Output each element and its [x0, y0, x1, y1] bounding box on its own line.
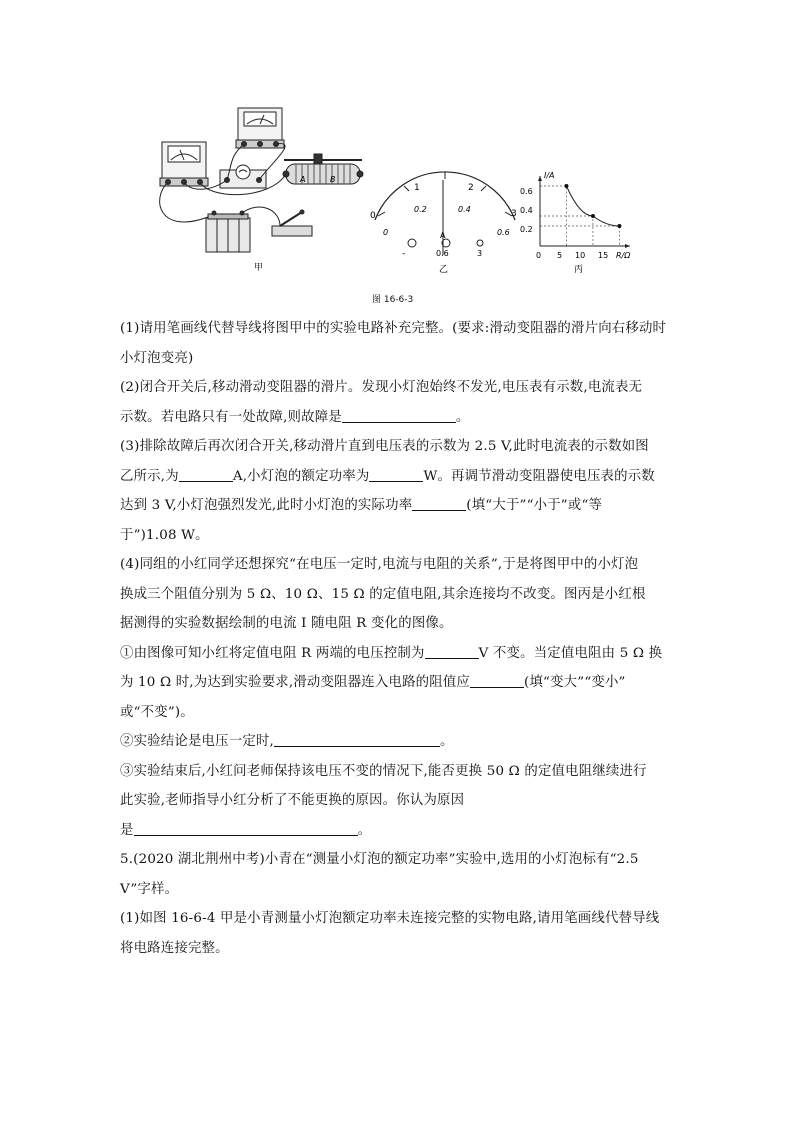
graph-ytick-02: 0.2 — [520, 225, 533, 234]
graph-xlabel: R/Ω — [616, 251, 631, 260]
graph-xtick-0: 0 — [536, 251, 542, 260]
question-text — [120, 314, 680, 963]
q3-line-2: 乙所示,为 A,小灯泡的额定功率为 W。再调节滑动变阻器使电压表的示数 — [120, 468, 655, 484]
q3-line-3: 达到 3 V,小灯泡强烈发光,此时小灯泡的实际功率 (填“大于”“小于”或“等 — [120, 498, 603, 513]
answer-blank-conclusion[interactable] — [274, 732, 440, 747]
dial-unit: A — [440, 231, 446, 240]
q3-line-1: (3)排除故障后再次闭合开关,移动滑片直到电压表的示数为 2.5 V,此时电流表的示数如图 — [120, 439, 649, 454]
figure-caption: 图 16-6-3 — [372, 295, 414, 305]
dial-top-1: 1 — [414, 183, 420, 193]
graph-ytick-06: 0.6 — [520, 187, 533, 196]
q2-line-1: (2)闭合开关后,移动滑动变阻器的滑片。发现小灯泡始终不发光,电压表有示数,电流表无 — [120, 380, 643, 395]
q4-sub3-line-3: 是 。 — [120, 822, 372, 838]
q5-line-2: V”字样。 — [120, 881, 179, 897]
q4-sub3-line-1: ③实验结束后,小红问老师保持该电压不变的情况下,能否更换 50 Ω 的定值电阻继续进行 — [120, 763, 647, 779]
subfigure-label-jia: 甲 — [254, 263, 264, 273]
q4-line-3: 据测得的实验数据绘制的电流 I 随电阻 R 变化的图像。 — [120, 616, 453, 631]
q2-line-2: 示数。若电路只有一处故障,则故障是 。 — [120, 409, 470, 425]
answer-blank-voltage[interactable] — [425, 644, 479, 659]
dial-ticks — [378, 172, 512, 216]
rheostat-label-a: A — [300, 175, 306, 184]
voltmeter-device — [236, 108, 284, 148]
graph-ylabel: I/A — [544, 171, 555, 180]
figure-16-6-3 — [150, 100, 650, 280]
q4-sub3-line-2: 此实验,老师指导小红分析了不能更换的原因。你认为原因 — [120, 793, 465, 808]
ammeter-device — [160, 142, 208, 186]
subfigure-label-bing: 丙 — [574, 265, 584, 275]
graph-point — [564, 184, 568, 188]
terminal-minus: - — [402, 249, 406, 259]
dial-bottom-04: 0.4 — [458, 205, 471, 214]
terminal-06: 0.6 — [436, 249, 449, 258]
subfigure-label-yi: 乙 — [439, 265, 449, 275]
dial-top-3: 3 — [511, 209, 517, 219]
dial-top-2: 2 — [468, 183, 474, 193]
answer-blank-fault[interactable] — [342, 408, 456, 423]
switch-device — [272, 210, 312, 236]
dial-bottom-02: 0.2 — [414, 205, 427, 214]
dial-bottom-0: 0 — [383, 228, 389, 237]
answer-blank-power[interactable] — [369, 467, 423, 482]
dial-bottom-06: 0.6 — [497, 228, 510, 237]
rheostat-label-b: B — [330, 175, 336, 184]
answer-blank-reason[interactable] — [134, 821, 358, 836]
terminal-3: 3 — [477, 249, 483, 258]
q5-line-3: (1)如图 16-6-4 甲是小青测量小灯泡额定功率未连接完整的实物电路,请用笔画线代替导线 — [120, 911, 660, 926]
graph-point — [617, 224, 621, 228]
graph-guide-line — [540, 226, 619, 246]
answer-blank-current[interactable] — [179, 467, 233, 482]
graph-point — [591, 214, 595, 218]
graph-xtick-10: 10 — [575, 251, 586, 260]
q4-sub1-line-2: 为 10 Ω 时,为达到实验要求,滑动变阻器连入电路的阻值应 (填“变大”“变小” — [120, 675, 626, 690]
answer-blank-resistance-change[interactable] — [470, 673, 524, 688]
graph-xtick-15: 15 — [598, 251, 609, 260]
q3-line-4: 于”)1.08 W。 — [120, 527, 209, 543]
q4-line-1: (4)同组的小红同学还想探究“在电压一定时,电流与电阻的关系”,于是将图甲中的小灯泡 — [120, 557, 639, 572]
q1-line-2: 小灯泡变亮) — [120, 350, 194, 366]
q4-sub1-line-3: 或“不变”)。 — [120, 704, 194, 720]
ammeter-dial — [375, 172, 515, 255]
figure-svg — [150, 100, 650, 280]
battery-device — [206, 211, 250, 252]
q1-line-1: (1)请用笔画线代替导线将图甲中的实验电路补充完整。(要求:滑动变阻器的滑片向右移动时 — [120, 321, 667, 336]
dial-top-0: 0 — [370, 211, 376, 221]
q5-line-4: 将电路连接完整。 — [120, 940, 229, 956]
graph-ytick-04: 0.4 — [520, 206, 533, 215]
q4-sub1-line-1: ①由图像可知小红将定值电阻 R 两端的电压控制为 V 不变。当定值电阻由 5 Ω 换 — [120, 645, 663, 661]
q4-sub2-line: ②实验结论是电压一定时, 。 — [120, 734, 454, 749]
answer-blank-compare[interactable] — [412, 496, 466, 511]
q4-line-2: 换成三个阻值分别为 5 Ω、10 Ω、15 Ω 的定值电阻,其余连接均不改变。图丙是小红根 — [120, 586, 646, 602]
q5-line-1: 5.(2020 湖北荆州中考)小青在“测量小灯泡的额定功率”实验中,选用的小灯泡标有“2.5 — [120, 852, 639, 867]
rheostat-device — [283, 154, 363, 184]
graph-xtick-5: 5 — [557, 251, 563, 260]
ir-graph — [538, 176, 630, 248]
lamp-board — [220, 165, 266, 188]
